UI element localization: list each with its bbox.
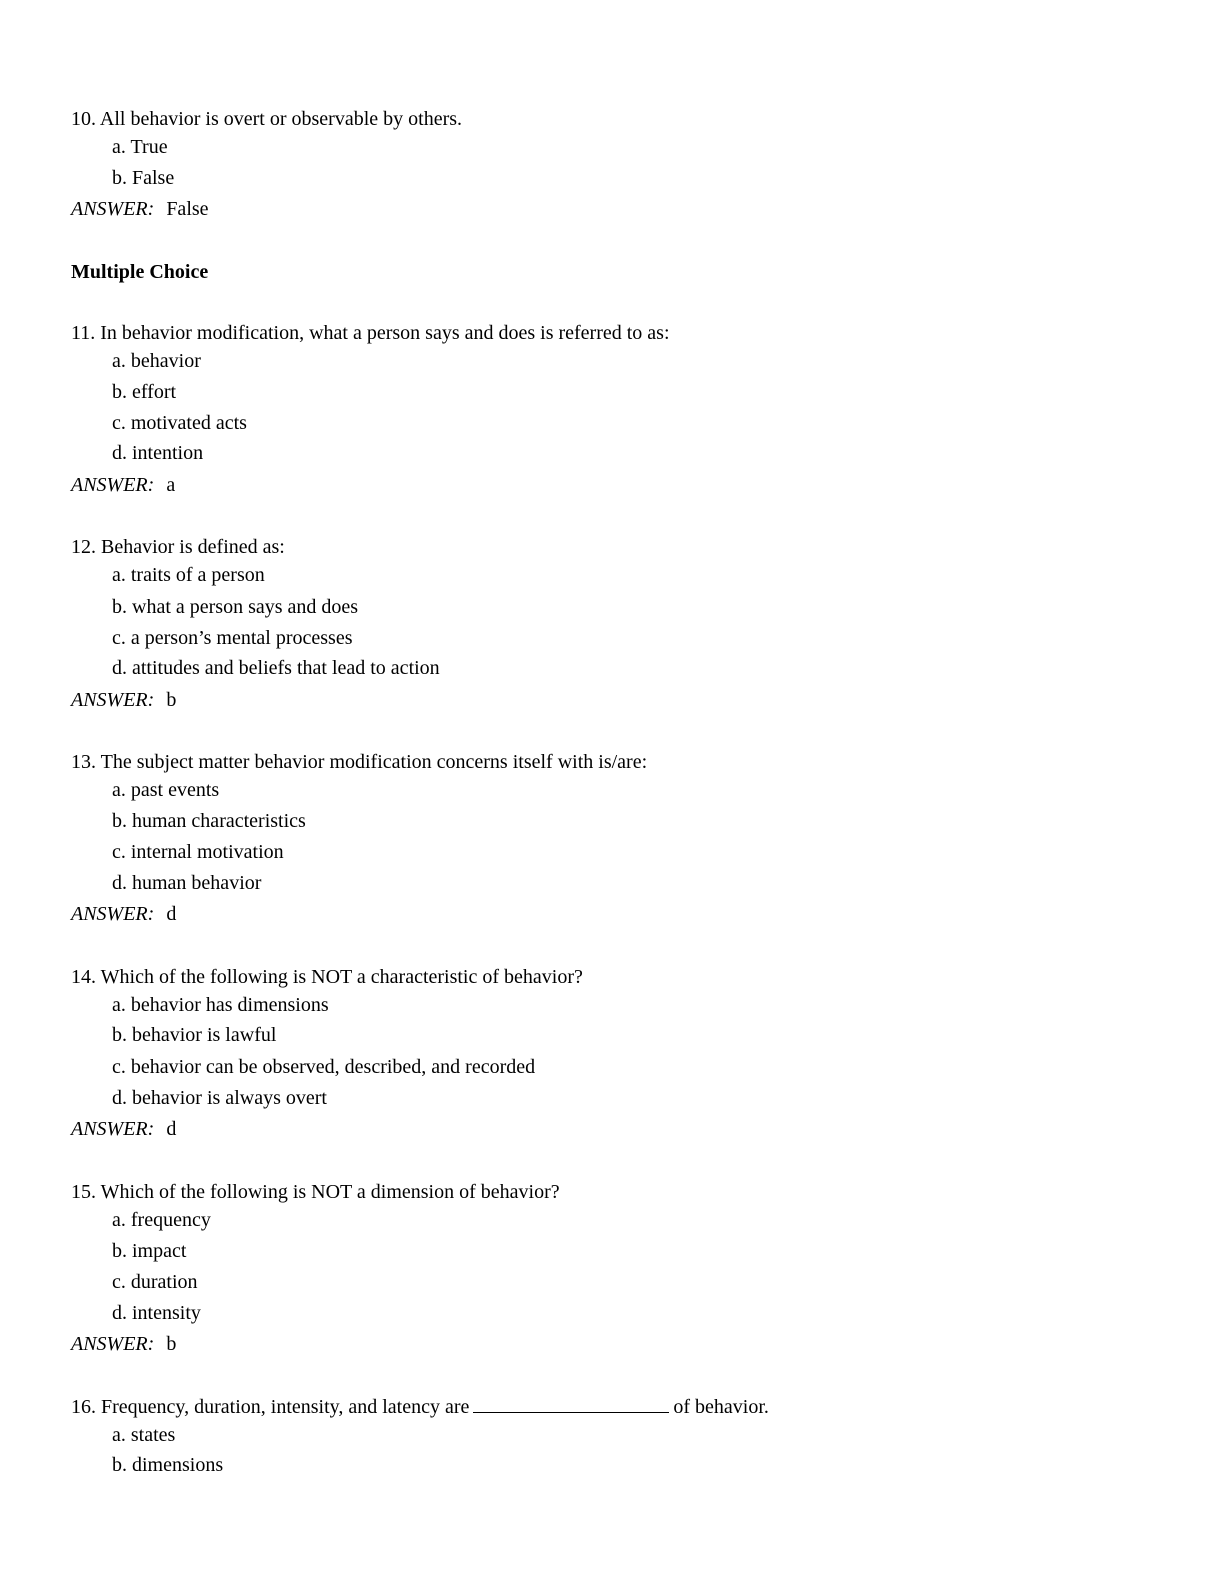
question-13-answer <box>71 903 176 925</box>
question-12-stem: 12. Behavior is defined as: <box>71 536 285 558</box>
question-13-stem: 13. The subject matter behavior modification concerns itself with is/are: <box>71 751 648 773</box>
question-10-stem: 10. All behavior is overt or observable by others. <box>71 108 463 130</box>
question-13-option-a: a. past events <box>112 779 220 801</box>
question-12-answer <box>71 689 176 711</box>
question-11-option-c: c. motivated acts <box>112 412 247 434</box>
question-16-stem-after: of behavior. <box>673 1396 769 1418</box>
question-12-option-b: b. what a person says and does <box>112 596 359 618</box>
question-11-stem: 11. In behavior modification, what a person says and does is referred to as: <box>71 322 670 344</box>
answer-value: a <box>166 474 176 496</box>
question-16-stem <box>71 1396 769 1418</box>
question-13-option-d: d. human behavior <box>112 872 262 894</box>
question-12-option-c: c. a person’s mental processes <box>112 627 353 649</box>
answer-label: ANSWER: <box>71 903 155 925</box>
question-14-answer <box>71 1118 176 1140</box>
question-15-option-b: b. impact <box>112 1240 187 1262</box>
question-11-option-d: d. intention <box>112 442 204 464</box>
answer-value: False <box>166 198 209 220</box>
question-14-option-a: a. behavior has dimensions <box>112 994 329 1016</box>
answer-value: d <box>166 1118 177 1140</box>
question-16-option-b: b. dimensions <box>112 1454 224 1476</box>
question-10-option-a: a. True <box>112 136 168 158</box>
question-13-option-b: b. human characteristics <box>112 810 306 832</box>
question-15-stem: 15. Which of the following is NOT a dimension of behavior? <box>71 1181 560 1203</box>
question-16-option-a: a. states <box>112 1424 176 1446</box>
question-11-option-b: b. effort <box>112 381 177 403</box>
question-12-option-a: a. traits of a person <box>112 564 265 586</box>
question-16-stem-before: 16. Frequency, duration, intensity, and latency are <box>71 1396 470 1418</box>
question-15-answer <box>71 1333 176 1355</box>
question-14-stem: 14. Which of the following is NOT a characteristic of behavior? <box>71 966 583 988</box>
question-15-option-d: d. intensity <box>112 1302 201 1324</box>
answer-value: d <box>166 903 177 925</box>
answer-label: ANSWER: <box>71 198 155 220</box>
question-14-option-d: d. behavior is always overt <box>112 1087 327 1109</box>
answer-label: ANSWER: <box>71 689 155 711</box>
question-12-option-d: d. attitudes and beliefs that lead to action <box>112 657 440 679</box>
fill-in-blank <box>473 1396 669 1413</box>
answer-label: ANSWER: <box>71 1118 155 1140</box>
answer-value: b <box>166 689 177 711</box>
question-10-answer <box>71 198 209 220</box>
question-11-answer <box>71 474 175 496</box>
section-heading: Multiple Choice <box>71 261 209 283</box>
question-14-option-c: c. behavior can be observed, described, and recorded <box>112 1056 536 1078</box>
question-11-option-a: a. behavior <box>112 350 201 372</box>
answer-value: b <box>166 1333 177 1355</box>
answer-label: ANSWER: <box>71 1333 155 1355</box>
question-13-option-c: c. internal motivation <box>112 841 284 863</box>
question-15-option-a: a. frequency <box>112 1209 211 1231</box>
question-15-option-c: c. duration <box>112 1271 198 1293</box>
question-14-option-b: b. behavior is lawful <box>112 1024 277 1046</box>
answer-label: ANSWER: <box>71 474 155 496</box>
question-10-option-b: b. False <box>112 167 175 189</box>
